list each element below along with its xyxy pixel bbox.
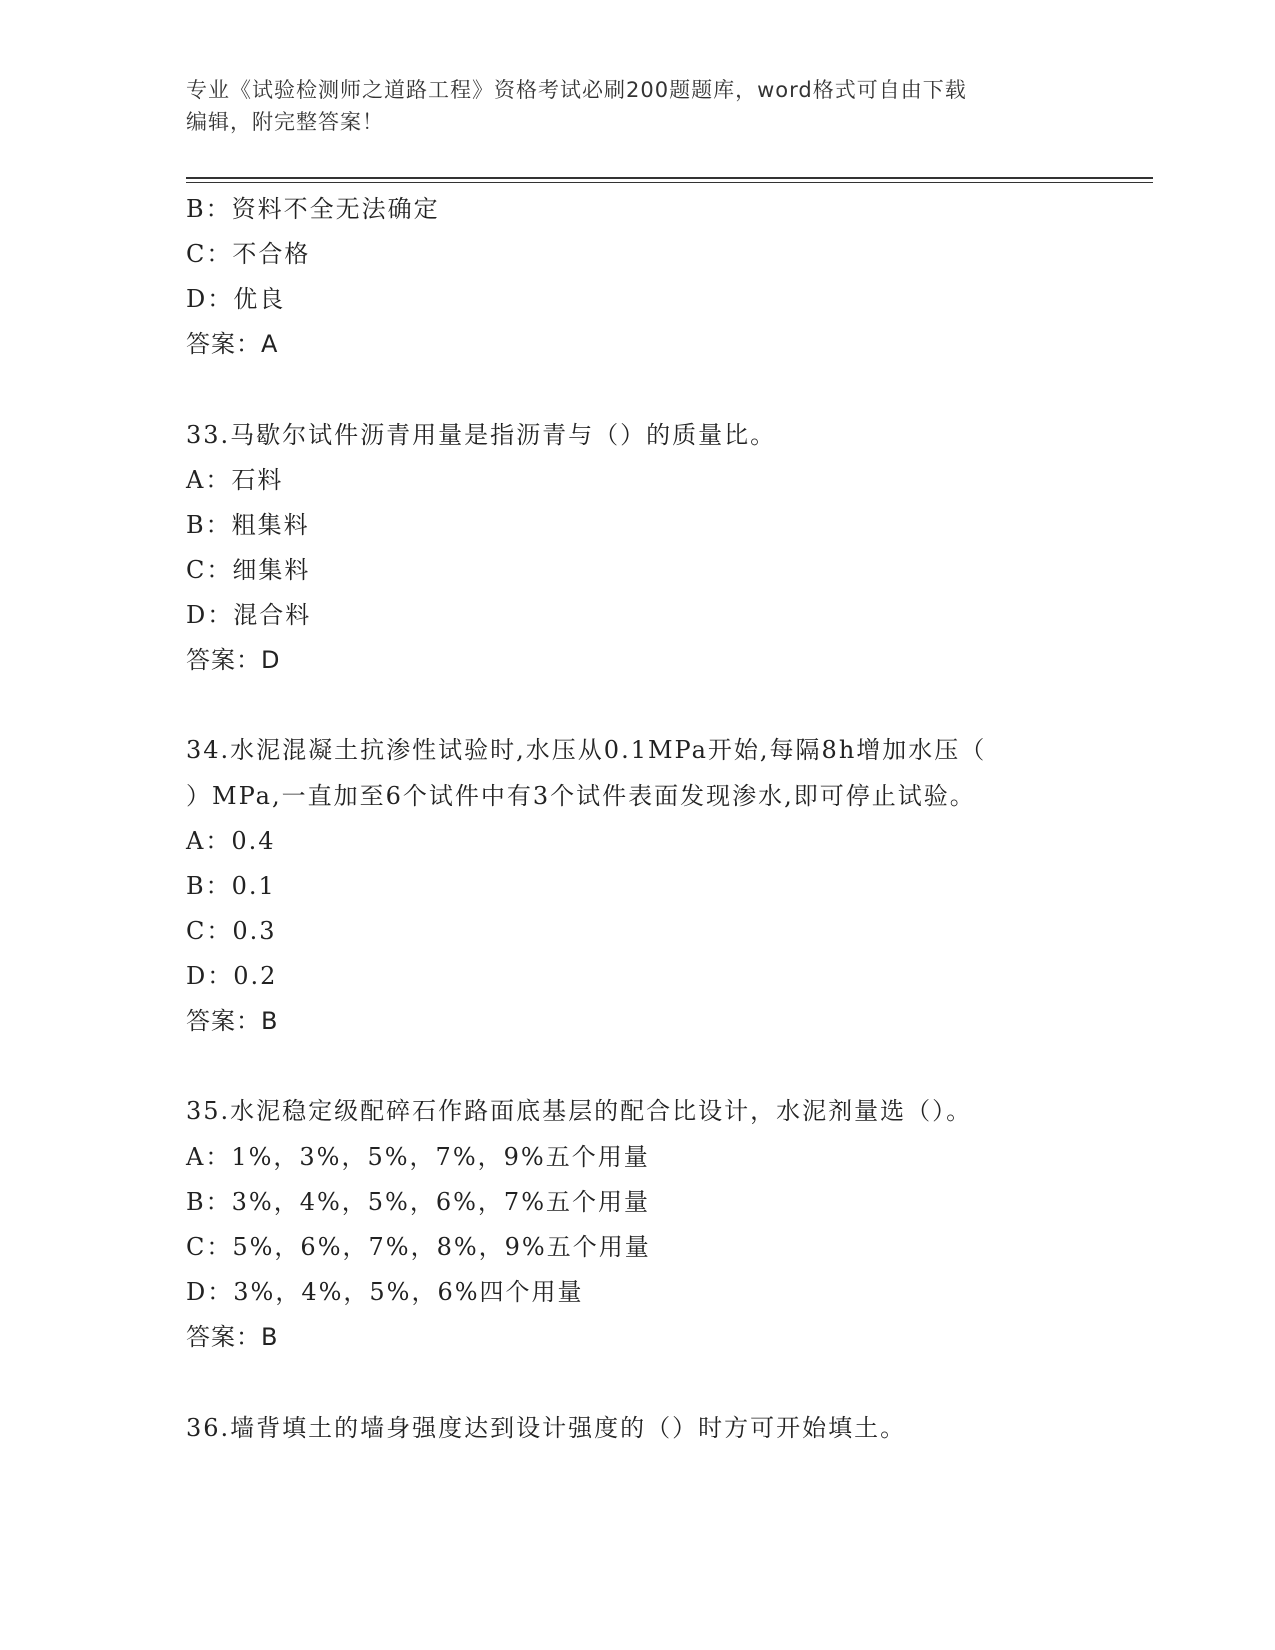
q34-option-b: B：0.1 xyxy=(186,872,276,900)
q32-option-d: D：优良 xyxy=(186,285,286,313)
q34-option-c: C：0.3 xyxy=(186,917,277,945)
header-line-1: 专业《试验检测师之道路工程》资格考试必刷200题题库，word格式可自由下载 xyxy=(186,78,967,102)
q33-option-d: D：混合料 xyxy=(186,601,312,629)
q32-option-c: C：不合格 xyxy=(186,240,311,268)
q33-option-b: B：粗集料 xyxy=(186,511,310,539)
header-line-2: 编辑，附完整答案！ xyxy=(186,110,384,134)
header-rule-thick xyxy=(186,177,1153,179)
q35-option-d: D：3%，4%，5%，6%四个用量 xyxy=(186,1278,584,1306)
q32-answer: 答案：A xyxy=(186,330,279,358)
header-rule-thin xyxy=(186,182,1153,183)
q32-option-b: B：资料不全无法确定 xyxy=(186,195,440,223)
q35-option-a: A：1%，3%，5%，7%，9%五个用量 xyxy=(186,1143,650,1171)
q33-answer: 答案：D xyxy=(186,646,281,674)
q34-question-line-1: 34.水泥混凝土抗渗性试验时,水压从0.1MPa开始,每隔8h增加水压（ xyxy=(186,736,987,764)
q33-question: 33.马歇尔试件沥青用量是指沥青与（）的质量比。 xyxy=(186,421,777,449)
q34-question-line-2: ）MPa,一直加至6个试件中有3个试件表面发现渗水,即可停止试验。 xyxy=(186,782,976,810)
q34-option-d: D：0.2 xyxy=(186,962,278,990)
q33-option-c: C：细集料 xyxy=(186,556,311,584)
q34-answer: 答案：B xyxy=(186,1007,279,1035)
q35-question: 35.水泥稳定级配碎石作路面底基层的配合比设计，水泥剂量选（）。 xyxy=(186,1097,973,1125)
q34-option-a: A：0.4 xyxy=(186,827,276,855)
document-header xyxy=(186,74,1086,138)
q35-option-c: C：5%，6%，7%，8%，9%五个用量 xyxy=(186,1233,651,1261)
q35-answer: 答案：B xyxy=(186,1323,279,1351)
q33-option-a: A：石料 xyxy=(186,466,284,494)
q36-question: 36.墙背填土的墙身强度达到设计强度的（）时方可开始填土。 xyxy=(186,1414,907,1442)
q35-option-b: B：3%，4%，5%，6%，7%五个用量 xyxy=(186,1188,651,1216)
